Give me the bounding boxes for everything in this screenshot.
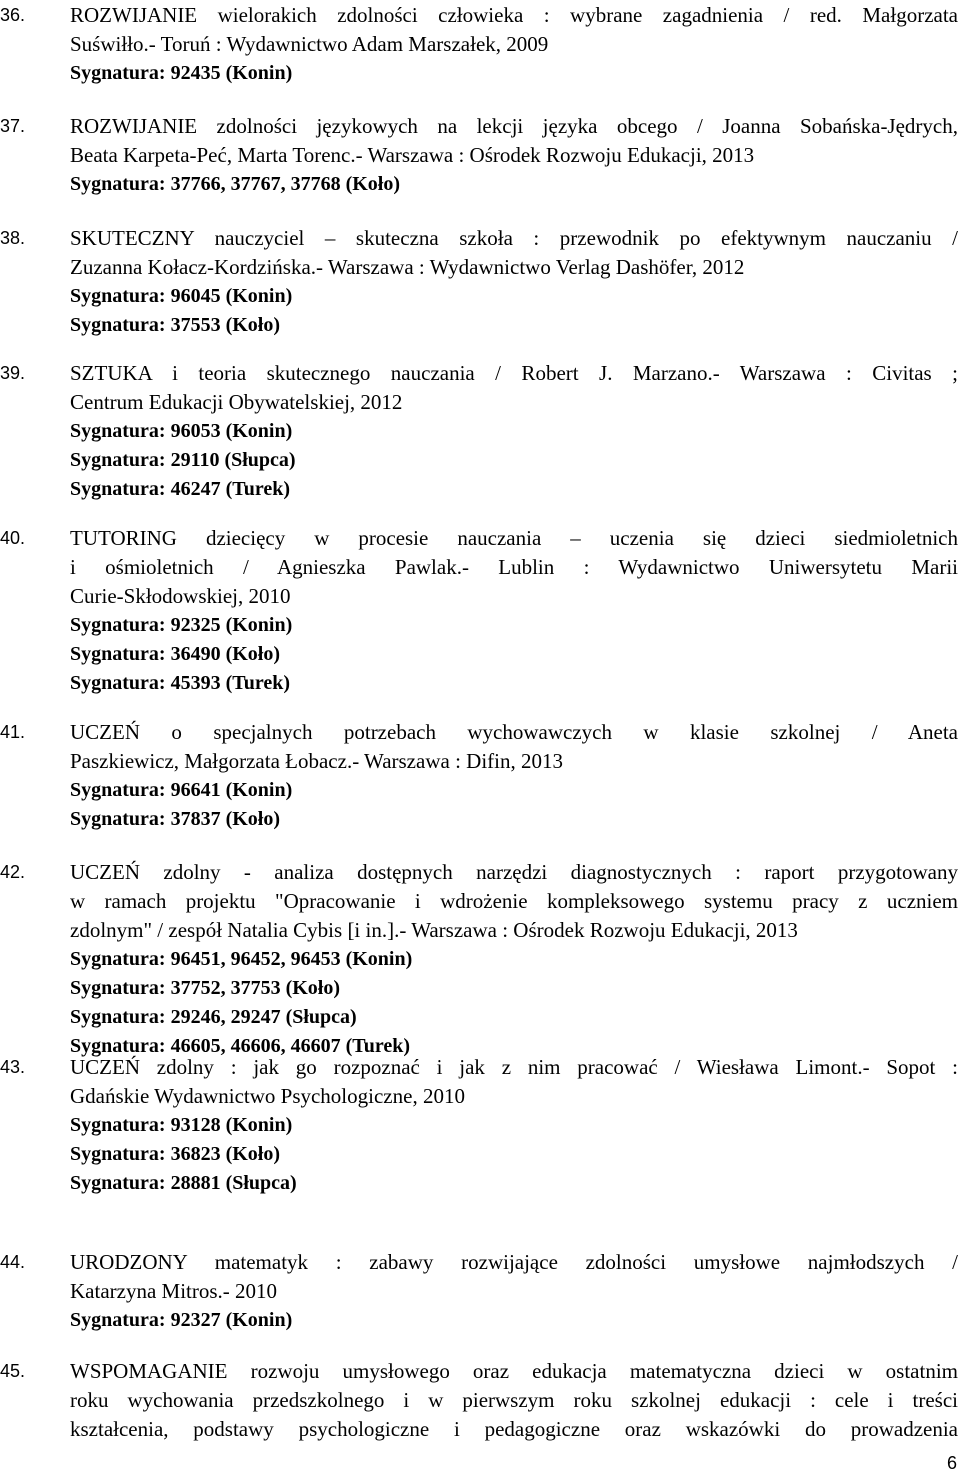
- entry-body: [70, 112, 958, 199]
- call-number: Sygnatura: 96053 (Konin): [70, 420, 293, 442]
- entry-body: [70, 524, 958, 698]
- entry-body: [70, 1357, 958, 1444]
- entry-number: 42.: [0, 862, 26, 882]
- call-number: Sygnatura: 36823 (Koło): [70, 1143, 280, 1165]
- page-number: 6: [946, 1453, 957, 1473]
- entry-number: 43.: [0, 1057, 26, 1077]
- entry-description-line: ROZWIJANIE wielorakich zdolności człowieka : wybrane zagadnienia / red. Małgorzata: [70, 3, 958, 27]
- entry-description-line: Gdańskie Wydawnictwo Psychologiczne, 2010: [70, 1084, 465, 1108]
- entry-description-line: Zuzanna Kołacz-Kordzińska.- Warszawa : Wydawnictwo Verlag Dashöfer, 2012: [70, 255, 745, 279]
- entry-description-line: UCZEŃ zdolny - analiza dostępnych narzędzi diagnostycznych : raport przygotowany: [70, 860, 958, 884]
- entry-body: [70, 1248, 958, 1335]
- call-number: Sygnatura: 28881 (Słupca): [70, 1172, 297, 1194]
- entry-description-line: ROZWIJANIE zdolności językowych na lekcji języka obcego / Joanna Sobańska-Jędrych,: [70, 114, 958, 138]
- entry-number: 38.: [0, 228, 26, 248]
- call-number: Sygnatura: 96045 (Konin): [70, 285, 293, 307]
- entry-body: [70, 858, 958, 1061]
- entry-number: 37.: [0, 116, 26, 136]
- entry-description-line: URODZONY matematyk : zabawy rozwijające zdolności umysłowe najmłodszych /: [70, 1250, 958, 1274]
- call-number: Sygnatura: 45393 (Turek): [70, 672, 291, 694]
- entry-description-line: Katarzyna Mitros.- 2010: [70, 1279, 278, 1303]
- call-number: Sygnatura: 37837 (Koło): [70, 808, 280, 830]
- entry-description-line: i ośmioletnich / Agnieszka Pawlak.- Lublin : Wydawnictwo Uniwersytetu Marii: [70, 555, 958, 579]
- entry-number: 40.: [0, 528, 26, 548]
- entry-number: 45.: [0, 1361, 26, 1381]
- call-number: Sygnatura: 37752, 37753 (Koło): [70, 977, 340, 999]
- entry-body: [70, 359, 958, 504]
- entry-number: 36.: [0, 5, 26, 25]
- entry-description-line: kształcenia, podstawy psychologiczne i pedagogiczne oraz wskazówki do prowadzenia: [70, 1417, 958, 1441]
- entry-description-line: SKUTECZNY nauczyciel – skuteczna szkoła : przewodnik po efektywnym nauczaniu /: [70, 226, 958, 250]
- entry-number: 44.: [0, 1252, 26, 1272]
- call-number: Sygnatura: 96641 (Konin): [70, 779, 293, 801]
- call-number: Sygnatura: 46247 (Turek): [70, 478, 291, 500]
- entry-description-line: UCZEŃ o specjalnych potrzebach wychowawczych w klasie szkolnej / Aneta: [70, 720, 958, 744]
- entry-description-line: WSPOMAGANIE rozwoju umysłowego oraz edukacja matematyczna dzieci w ostatnim: [70, 1359, 958, 1383]
- entry-description-line: zdolnym" / zespół Natalia Cybis [i in.].- Warszawa : Ośrodek Rozwoju Edukacji, 2013: [70, 918, 798, 942]
- entry-body: [70, 718, 958, 834]
- call-number: Sygnatura: 92435 (Konin): [70, 62, 293, 84]
- entry-description-line: Paszkiewicz, Małgorzata Łobacz.- Warszawa : Difin, 2013: [70, 749, 563, 773]
- entry-description-line: Centrum Edukacji Obywatelskiej, 2012: [70, 390, 403, 414]
- call-number: Sygnatura: 92327 (Konin): [70, 1309, 293, 1331]
- entry-description-line: Beata Karpeta-Peć, Marta Torenc.- Warszawa : Ośrodek Rozwoju Edukacji, 2013: [70, 143, 755, 167]
- entry-description-line: SZTUKA i teoria skutecznego nauczania / Robert J. Marzano.- Warszawa : Civitas ;: [70, 361, 958, 385]
- entry-body: [70, 1, 958, 88]
- call-number: Sygnatura: 29110 (Słupca): [70, 449, 296, 471]
- call-number: Sygnatura: 29246, 29247 (Słupca): [70, 1006, 357, 1028]
- call-number: Sygnatura: 96451, 96452, 96453 (Konin): [70, 948, 413, 970]
- entry-description-line: UCZEŃ zdolny : jak go rozpoznać i jak z nim pracować / Wiesława Limont.- Sopot :: [70, 1055, 958, 1079]
- call-number: Sygnatura: 92325 (Konin): [70, 614, 293, 636]
- entry-body: [70, 1053, 958, 1198]
- entry-number: 41.: [0, 722, 26, 742]
- call-number: Sygnatura: 46605, 46606, 46607 (Turek): [70, 1035, 411, 1057]
- call-number: Sygnatura: 36490 (Koło): [70, 643, 280, 665]
- call-number: Sygnatura: 37766, 37767, 37768 (Koło): [70, 173, 400, 195]
- entry-description-line: w ramach projektu "Opracowanie i wdrożenie kompleksowego systemu pracy z uczniem: [70, 889, 958, 913]
- entry-description-line: Suświłło.- Toruń : Wydawnictwo Adam Marszałek, 2009: [70, 32, 549, 56]
- entry-description-line: TUTORING dziecięcy w procesie nauczania – uczenia się dzieci siedmioletnich: [70, 526, 958, 550]
- entry-number: 39.: [0, 363, 26, 383]
- call-number: Sygnatura: 37553 (Koło): [70, 314, 280, 336]
- entry-description-line: Curie-Skłodowskiej, 2010: [70, 584, 291, 608]
- call-number: Sygnatura: 93128 (Konin): [70, 1114, 293, 1136]
- entry-description-line: roku wychowania przedszkolnego i w pierwszym roku szkolnej edukacji : cele i treści: [70, 1388, 958, 1412]
- entry-body: [70, 224, 958, 340]
